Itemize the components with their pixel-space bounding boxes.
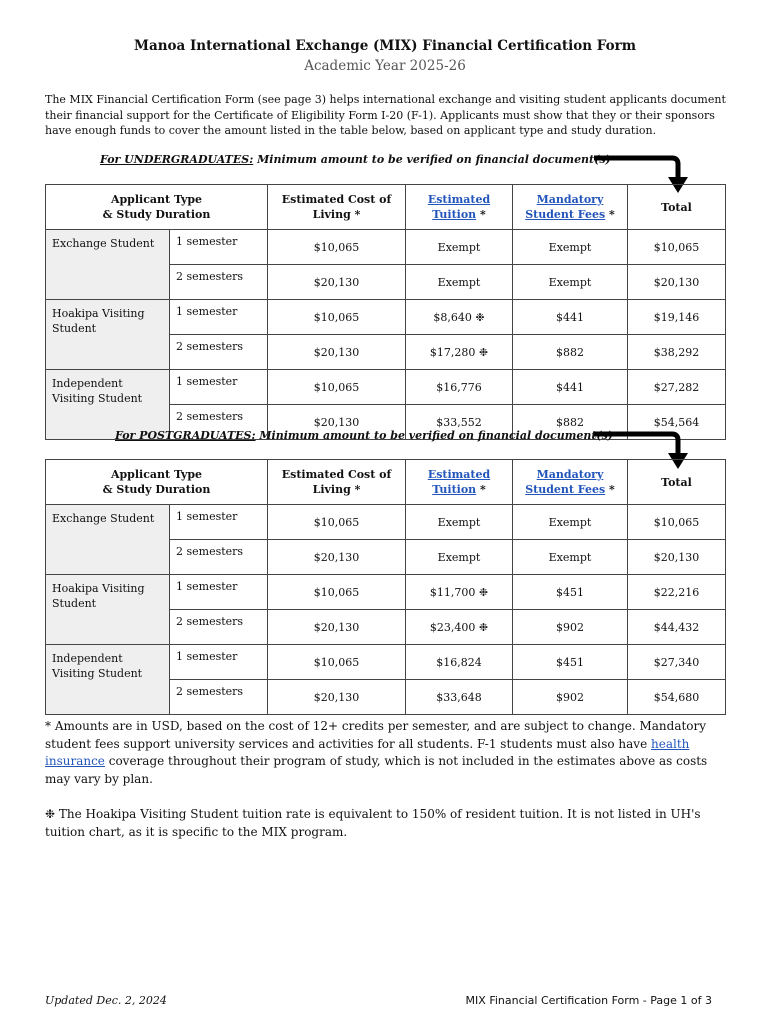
header-applicant-type bbox=[46, 185, 268, 230]
tuition-cell: $23,400 ❉ bbox=[406, 610, 513, 645]
duration-cell: 2 semesters bbox=[170, 680, 268, 715]
undergrad-section-label bbox=[100, 153, 611, 166]
fees-cell: Exempt bbox=[513, 505, 628, 540]
applicant-type-cell: Hoakipa Visiting Student bbox=[46, 300, 170, 370]
header-tuition bbox=[406, 460, 513, 505]
living-cost-cell: $20,130 bbox=[268, 335, 406, 370]
postgrad-label-rest: Minimum amount to be verified on financial document(s) bbox=[259, 429, 614, 442]
living-cost-cell: $10,065 bbox=[268, 575, 406, 610]
applicant-type-cell: Exchange Student bbox=[46, 505, 170, 575]
undergrad-label-underlined: For UNDERGRADUATES: bbox=[100, 153, 254, 166]
footnote-text-cont: coverage throughout their program of study, which is not included in the estimates above as costs may vary by plan. bbox=[45, 754, 708, 786]
fees-cell: Exempt bbox=[513, 265, 628, 300]
total-cell: $19,146 bbox=[628, 300, 726, 335]
header-living-cost bbox=[268, 460, 406, 505]
table-row bbox=[46, 300, 726, 335]
student-fees-link[interactable]: Mandatory bbox=[536, 193, 604, 206]
tuition-link[interactable]: Tuition bbox=[432, 208, 477, 221]
fees-cell: Exempt bbox=[513, 540, 628, 575]
fees-cell: $882 bbox=[513, 405, 628, 440]
fees-cell: $902 bbox=[513, 610, 628, 645]
total-cell: $54,680 bbox=[628, 680, 726, 715]
footnote-text: * Amounts are in USD, based on the cost of 12+ credits per semester, and are subject to change. Mandatory student fees support university services and activities for all students. F-1 students must also have bbox=[45, 719, 707, 751]
page-subtitle: Academic Year 2025-26 bbox=[304, 58, 466, 74]
living-cost-cell: $20,130 bbox=[268, 680, 406, 715]
total-cell: $10,065 bbox=[628, 505, 726, 540]
total-cell: $10,065 bbox=[628, 230, 726, 265]
postgrad-section-label bbox=[115, 429, 613, 442]
applicant-type-cell: Hoakipa Visiting Student bbox=[46, 575, 170, 645]
fees-cell: $441 bbox=[513, 300, 628, 335]
footer-page-number: MIX Financial Certification Form - Page 1 of 3 bbox=[465, 994, 712, 1007]
tuition-cell: Exempt bbox=[406, 230, 513, 265]
header-total: Total bbox=[628, 460, 726, 505]
living-cost-cell: $10,065 bbox=[268, 300, 406, 335]
duration-cell: 1 semester bbox=[170, 300, 268, 335]
total-cell: $44,432 bbox=[628, 610, 726, 645]
total-cell: $20,130 bbox=[628, 540, 726, 575]
postgrad-label-underlined: For POSTGRADUATES: bbox=[115, 429, 256, 442]
intro-paragraph: The MIX Financial Certification Form (see page 3) helps international exchange and visiting student applicants document their financial support for the Certificate of Eligibility Form I-20 (F-1). Applicants must show that they or their sponsors have enough funds to cover the amount listed in the table below, based on applicant type and study duration. bbox=[45, 93, 726, 137]
duration-cell: 1 semester bbox=[170, 505, 268, 540]
header-total: Total bbox=[628, 185, 726, 230]
total-cell: $54,564 bbox=[628, 405, 726, 440]
living-cost-cell: $20,130 bbox=[268, 265, 406, 300]
tuition-cell: Exempt bbox=[406, 540, 513, 575]
applicant-type-cell: Independent Visiting Student bbox=[46, 645, 170, 715]
header-living-cost bbox=[268, 185, 406, 230]
fees-cell: Exempt bbox=[513, 230, 628, 265]
fees-cell: $882 bbox=[513, 335, 628, 370]
header-star: * bbox=[476, 483, 486, 496]
duration-cell: 1 semester bbox=[170, 645, 268, 680]
table-row bbox=[46, 230, 726, 265]
tuition-cell: $8,640 ❉ bbox=[406, 300, 513, 335]
table-row bbox=[46, 505, 726, 540]
tuition-cell: $33,552 bbox=[406, 405, 513, 440]
header-star: * bbox=[605, 483, 615, 496]
table-row bbox=[46, 575, 726, 610]
undergrad-label-rest: Minimum amount to be verified on financial document(s) bbox=[257, 153, 611, 166]
tuition-cell: $17,280 ❉ bbox=[406, 335, 513, 370]
fees-cell: $902 bbox=[513, 680, 628, 715]
duration-cell: 1 semester bbox=[170, 370, 268, 405]
header-text: Applicant Type bbox=[110, 468, 203, 481]
footnote-amounts bbox=[45, 718, 725, 788]
header-text: & Study Duration bbox=[102, 483, 211, 496]
table-row bbox=[46, 645, 726, 680]
undergrad-cost-table bbox=[45, 184, 726, 440]
header-row bbox=[46, 460, 726, 505]
duration-cell: 2 semesters bbox=[170, 405, 268, 440]
tuition-link[interactable]: Estimated bbox=[427, 468, 491, 481]
living-cost-cell: $20,130 bbox=[268, 405, 406, 440]
header-text: Living * bbox=[312, 483, 361, 496]
tuition-link[interactable]: Estimated bbox=[427, 193, 491, 206]
tuition-link[interactable]: Tuition bbox=[432, 483, 477, 496]
header-tuition bbox=[406, 185, 513, 230]
page-title: Manoa International Exchange (MIX) Financial Certification Form bbox=[134, 38, 636, 54]
tuition-cell: $16,776 bbox=[406, 370, 513, 405]
fees-cell: $451 bbox=[513, 645, 628, 680]
postgrad-cost-table bbox=[45, 459, 726, 715]
living-cost-cell: $20,130 bbox=[268, 610, 406, 645]
student-fees-link[interactable]: Student Fees bbox=[525, 208, 606, 221]
living-cost-cell: $10,065 bbox=[268, 230, 406, 265]
applicant-type-cell: Exchange Student bbox=[46, 230, 170, 300]
tuition-cell: $33,648 bbox=[406, 680, 513, 715]
applicant-type-cell: Independent Visiting Student bbox=[46, 370, 170, 440]
living-cost-cell: $10,065 bbox=[268, 505, 406, 540]
tuition-cell: $16,824 bbox=[406, 645, 513, 680]
header-text: Living * bbox=[312, 208, 361, 221]
tuition-cell: Exempt bbox=[406, 505, 513, 540]
duration-cell: 1 semester bbox=[170, 575, 268, 610]
living-cost-cell: $10,065 bbox=[268, 370, 406, 405]
total-cell: $27,282 bbox=[628, 370, 726, 405]
duration-cell: 1 semester bbox=[170, 230, 268, 265]
header-text: Estimated Cost of bbox=[281, 468, 392, 481]
header-text: Estimated Cost of bbox=[281, 193, 392, 206]
footer-updated-date: Updated Dec. 2, 2024 bbox=[45, 994, 167, 1007]
header-row bbox=[46, 185, 726, 230]
header-student-fees bbox=[513, 185, 628, 230]
total-cell: $27,340 bbox=[628, 645, 726, 680]
fees-cell: $451 bbox=[513, 575, 628, 610]
duration-cell: 2 semesters bbox=[170, 265, 268, 300]
header-text: & Study Duration bbox=[102, 208, 211, 221]
header-text: Applicant Type bbox=[110, 193, 203, 206]
header-star: * bbox=[476, 208, 486, 221]
total-cell: $22,216 bbox=[628, 575, 726, 610]
total-cell: $38,292 bbox=[628, 335, 726, 370]
health-insurance-link[interactable]: health insurance bbox=[45, 736, 690, 768]
header-star: * bbox=[605, 208, 615, 221]
duration-cell: 2 semesters bbox=[170, 610, 268, 645]
header-student-fees bbox=[513, 460, 628, 505]
student-fees-link[interactable]: Mandatory bbox=[536, 468, 604, 481]
tuition-cell: $11,700 ❉ bbox=[406, 575, 513, 610]
footnote-hoakipa: ❉ The Hoakipa Visiting Student tuition rate is equivalent to 150% of resident tuition. It is not listed in UH's tuition chart, as it is specific to the MIX program. bbox=[45, 807, 701, 839]
fees-cell: $441 bbox=[513, 370, 628, 405]
student-fees-link[interactable]: Student Fees bbox=[525, 483, 606, 496]
duration-cell: 2 semesters bbox=[170, 540, 268, 575]
duration-cell: 2 semesters bbox=[170, 335, 268, 370]
living-cost-cell: $20,130 bbox=[268, 540, 406, 575]
tuition-cell: Exempt bbox=[406, 265, 513, 300]
table-row bbox=[46, 370, 726, 405]
living-cost-cell: $10,065 bbox=[268, 645, 406, 680]
total-cell: $20,130 bbox=[628, 265, 726, 300]
header-applicant-type bbox=[46, 460, 268, 505]
